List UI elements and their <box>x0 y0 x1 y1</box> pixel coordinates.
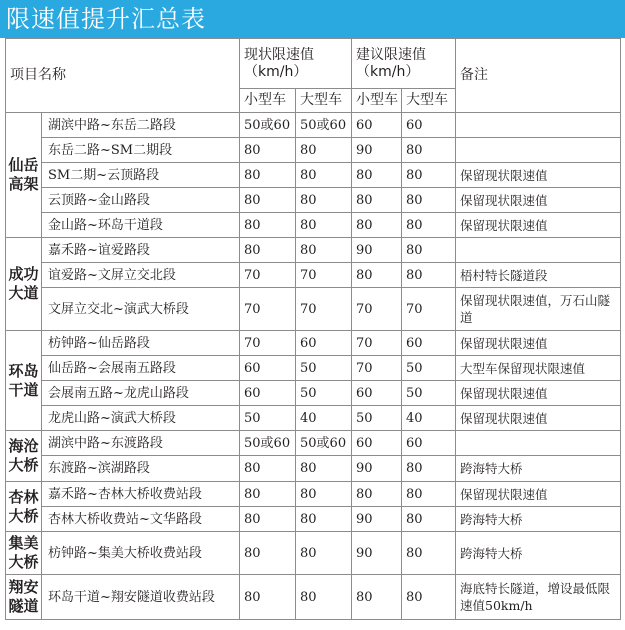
current-small-car: 80 <box>240 238 296 263</box>
table-row <box>6 113 621 138</box>
proposed-small-car: 70 <box>352 288 402 331</box>
table-row <box>6 456 621 482</box>
current-large-car: 60 <box>296 331 352 356</box>
remark <box>456 138 621 163</box>
road-segment: 环岛干道~翔安隧道收费站段 <box>42 575 240 620</box>
remark: 保留现状限速值 <box>456 381 621 406</box>
current-large-car: 50 <box>296 356 352 381</box>
group-name: 环岛干道 <box>6 331 42 431</box>
road-segment: 金山路~环岛干道段 <box>42 213 240 238</box>
road-segment: 东渡路~滨湖路段 <box>42 456 240 482</box>
header-proposed: 建议限速值（km/h） <box>352 39 456 89</box>
proposed-large-car: 80 <box>402 507 456 532</box>
proposed-small-car: 50 <box>352 406 402 431</box>
remark <box>456 431 621 456</box>
current-small-car: 80 <box>240 575 296 620</box>
proposed-small-car: 90 <box>352 532 402 575</box>
proposed-large-car: 60 <box>402 331 456 356</box>
proposed-small-car: 80 <box>352 263 402 288</box>
table-row <box>6 138 621 163</box>
proposed-large-car: 50 <box>402 381 456 406</box>
proposed-small-car: 80 <box>352 188 402 213</box>
remark: 保留现状限速值 <box>456 163 621 188</box>
table-row <box>6 331 621 356</box>
current-large-car: 80 <box>296 575 352 620</box>
group-name: 翔安隧道 <box>6 575 42 620</box>
group-name: 海沧大桥 <box>6 431 42 482</box>
proposed-small-car: 70 <box>352 356 402 381</box>
current-small-car: 80 <box>240 163 296 188</box>
current-large-car: 80 <box>296 238 352 263</box>
current-large-car: 40 <box>296 406 352 431</box>
remark: 梧村特长隧道段 <box>456 263 621 288</box>
road-segment: 嘉禾路~谊爱路段 <box>42 238 240 263</box>
proposed-large-car: 60 <box>402 113 456 138</box>
current-large-car: 50或60 <box>296 113 352 138</box>
current-large-car: 80 <box>296 213 352 238</box>
proposed-small-car: 90 <box>352 507 402 532</box>
proposed-large-car: 70 <box>402 288 456 331</box>
proposed-large-car: 80 <box>402 213 456 238</box>
road-segment: 龙虎山路~演武大桥段 <box>42 406 240 431</box>
title-bar <box>0 0 625 38</box>
header-remarks: 备注 <box>456 39 621 113</box>
proposed-large-car: 80 <box>402 163 456 188</box>
remark: 保留现状限速值 <box>456 188 621 213</box>
group-name: 仙岳高架 <box>6 113 42 238</box>
proposed-small-car: 60 <box>352 113 402 138</box>
current-large-car: 50 <box>296 381 352 406</box>
header-proposed-small: 小型车 <box>352 89 402 113</box>
current-small-car: 60 <box>240 381 296 406</box>
header-proposed-large: 大型车 <box>402 89 456 113</box>
current-small-car: 50 <box>240 406 296 431</box>
current-small-car: 80 <box>240 482 296 507</box>
speed-limit-table <box>5 38 621 620</box>
current-small-car: 80 <box>240 507 296 532</box>
table-row <box>6 406 621 431</box>
header-current-large: 大型车 <box>296 89 352 113</box>
road-segment: 谊爱路~文屏立交北段 <box>42 263 240 288</box>
proposed-small-car: 60 <box>352 381 402 406</box>
road-segment: 湖滨中路~东渡路段 <box>42 431 240 456</box>
table-row <box>6 238 621 263</box>
proposed-large-car: 80 <box>402 188 456 213</box>
table-row <box>6 356 621 381</box>
group-name: 杏林大桥 <box>6 482 42 532</box>
table-row <box>6 575 621 620</box>
road-segment: 东岳二路~SM二期段 <box>42 138 240 163</box>
current-small-car: 60 <box>240 356 296 381</box>
table-row <box>6 532 621 575</box>
proposed-small-car: 90 <box>352 456 402 482</box>
table-row <box>6 263 621 288</box>
remark <box>456 238 621 263</box>
road-segment: 枋钟路~集美大桥收费站段 <box>42 532 240 575</box>
table-body <box>6 113 621 620</box>
proposed-small-car: 70 <box>352 331 402 356</box>
table-row <box>6 288 621 331</box>
current-large-car: 80 <box>296 507 352 532</box>
header-current-small: 小型车 <box>240 89 296 113</box>
current-small-car: 80 <box>240 188 296 213</box>
current-small-car: 80 <box>240 532 296 575</box>
proposed-small-car: 90 <box>352 238 402 263</box>
current-large-car: 50或60 <box>296 431 352 456</box>
current-large-car: 70 <box>296 288 352 331</box>
road-segment: 枋钟路~仙岳路段 <box>42 331 240 356</box>
proposed-large-car: 80 <box>402 532 456 575</box>
table-row <box>6 482 621 507</box>
current-small-car: 70 <box>240 331 296 356</box>
remark: 大型车保留现状限速值 <box>456 356 621 381</box>
road-segment: 湖滨中路~东岳二路段 <box>42 113 240 138</box>
table-row <box>6 507 621 532</box>
proposed-small-car: 80 <box>352 575 402 620</box>
proposed-large-car: 60 <box>402 431 456 456</box>
current-small-car: 50或60 <box>240 113 296 138</box>
table-row <box>6 163 621 188</box>
road-segment: 嘉禾路~杏林大桥收费站段 <box>42 482 240 507</box>
road-segment: 文屏立交北~演武大桥段 <box>42 288 240 331</box>
remark: 跨海特大桥 <box>456 532 621 575</box>
table-row <box>6 381 621 406</box>
road-segment: 仙岳路~会展南五路段 <box>42 356 240 381</box>
current-small-car: 70 <box>240 288 296 331</box>
remark: 保留现状限速值，万石山隧道 <box>456 288 621 331</box>
current-large-car: 80 <box>296 188 352 213</box>
header-current: 现状限速值（km/h） <box>240 39 352 89</box>
proposed-small-car: 80 <box>352 482 402 507</box>
table-title: 限速值提升汇总表 <box>6 5 206 33</box>
remark: 保留现状限速值 <box>456 406 621 431</box>
header-project: 项目名称 <box>6 39 240 113</box>
remark: 保留现状限速值 <box>456 482 621 507</box>
proposed-large-car: 80 <box>402 482 456 507</box>
proposed-large-car: 80 <box>402 238 456 263</box>
current-small-car: 70 <box>240 263 296 288</box>
proposed-small-car: 80 <box>352 213 402 238</box>
road-segment: 杏林大桥收费站~文华路段 <box>42 507 240 532</box>
proposed-large-car: 40 <box>402 406 456 431</box>
current-large-car: 80 <box>296 482 352 507</box>
current-large-car: 80 <box>296 456 352 482</box>
remark: 跨海特大桥 <box>456 507 621 532</box>
proposed-small-car: 60 <box>352 431 402 456</box>
proposed-large-car: 80 <box>402 575 456 620</box>
proposed-small-car: 90 <box>352 138 402 163</box>
table-row <box>6 213 621 238</box>
group-name: 成功大道 <box>6 238 42 331</box>
current-small-car: 50或60 <box>240 431 296 456</box>
table-row <box>6 431 621 456</box>
current-small-car: 80 <box>240 138 296 163</box>
proposed-large-car: 80 <box>402 263 456 288</box>
current-large-car: 80 <box>296 138 352 163</box>
current-large-car: 80 <box>296 163 352 188</box>
group-name: 集美大桥 <box>6 532 42 575</box>
remark: 跨海特大桥 <box>456 456 621 482</box>
remark: 海底特长隧道，增设最低限速值50km/h <box>456 575 621 620</box>
road-segment: 会展南五路~龙虎山路段 <box>42 381 240 406</box>
proposed-large-car: 80 <box>402 456 456 482</box>
road-segment: 云顶路~金山路段 <box>42 188 240 213</box>
current-small-car: 80 <box>240 213 296 238</box>
remark: 保留现状限速值 <box>456 331 621 356</box>
table-row <box>6 188 621 213</box>
proposed-large-car: 50 <box>402 356 456 381</box>
remark: 保留现状限速值 <box>456 213 621 238</box>
current-small-car: 80 <box>240 456 296 482</box>
current-large-car: 70 <box>296 263 352 288</box>
proposed-large-car: 80 <box>402 138 456 163</box>
road-segment: SM二期~云顶路段 <box>42 163 240 188</box>
remark <box>456 113 621 138</box>
proposed-small-car: 80 <box>352 163 402 188</box>
current-large-car: 80 <box>296 532 352 575</box>
